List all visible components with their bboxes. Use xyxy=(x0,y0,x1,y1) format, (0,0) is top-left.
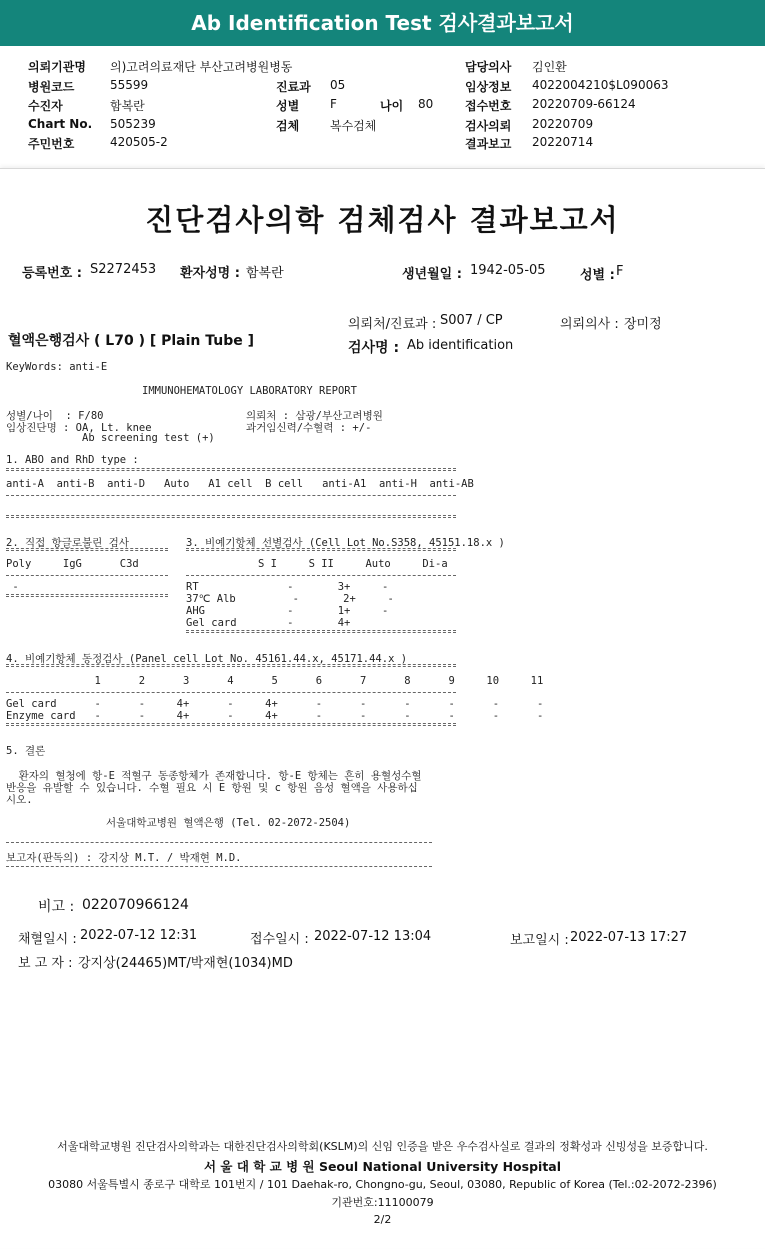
hdr-label-hospital-code: 병원코드 xyxy=(28,80,75,94)
dob-label: 생년월일 : xyxy=(402,267,462,282)
divider xyxy=(6,842,432,843)
blood-bank-line: 서울대학교병원 혈액은행 (Tel. 02-2072-2504) xyxy=(106,817,351,829)
hdr-value-request-date: 20220709 xyxy=(532,117,594,131)
receive-label: 접수일시 : xyxy=(250,932,309,947)
divider xyxy=(6,495,456,496)
remark-label: 비고 : xyxy=(38,899,75,915)
abo-columns: anti-A anti-B anti-D Auto A1 cell B cell anti-A1 anti-H anti-AB xyxy=(6,478,474,490)
divider xyxy=(186,630,456,633)
divider xyxy=(6,594,168,597)
certification-note: 서울대학교병원 진단검사의학과는 대한진단검사의학회(KSLM)의 신임 인증을 받은 우수검사실로 결과의 정확성과 신빙성을 보증합니다. xyxy=(57,1140,708,1153)
dept-label: 의뢰처/진료과 : xyxy=(348,317,437,332)
conclusion-line: 시오. xyxy=(6,794,33,806)
dat-title: 2. 직접 항글로불린 검사 xyxy=(6,537,129,549)
hdr-label-patient: 수진자 xyxy=(28,99,63,113)
dat-value: - xyxy=(6,581,19,593)
divider xyxy=(6,468,456,471)
hdr-label-report-date: 결과보고 xyxy=(465,137,512,151)
hdr-value-report-date: 20220714 xyxy=(532,135,594,149)
hdr-label-department: 진료과 xyxy=(276,80,311,94)
hospital-name: 서 울 대 학 교 병 원 Seoul National University Hospital xyxy=(203,1159,562,1174)
hdr-value-specimen: 복수검체 xyxy=(330,119,377,133)
hdr-label-receipt-no: 접수번호 xyxy=(465,99,512,113)
hdr-label-specimen: 검체 xyxy=(276,119,300,133)
hdr-value-patient: 함복란 xyxy=(110,99,145,113)
hdr-value-institution: 의)고려의료재단 부산고려병원병동 xyxy=(110,60,293,74)
hdr-label-institution: 의뢰기관명 xyxy=(28,60,86,74)
receive-value: 2022-07-12 13:04 xyxy=(314,929,432,944)
panel-title: 4. 비예기항체 동정검사 (Panel cell Lot No. 45161.44.x, 45171.44.x ) xyxy=(6,653,408,665)
sex-value: F xyxy=(616,264,624,279)
test-name-value: Ab identification xyxy=(407,338,514,353)
conclusion-title: 5. 결론 xyxy=(6,745,46,757)
hdr-label-age: 나이 xyxy=(380,99,404,113)
remark-value: 022070966124 xyxy=(82,897,189,913)
screen-columns: S I S II Auto Di-a xyxy=(258,558,448,570)
hdr-value-department: 05 xyxy=(330,78,346,92)
divider xyxy=(6,575,168,576)
divider xyxy=(6,515,456,518)
reporter-mono-line: 보고자(판독의) : 강지상 M.T. / 박재현 M.D. xyxy=(6,852,242,864)
hdr-label-request-date: 검사의뢰 xyxy=(465,119,512,133)
hospital-address: 03080 서울특별시 종로구 대학로 101번지 / 101 Daehak-ro, Chongno-gu, Seoul, 03080, Republic of Korea (Tel.:02-2072-2396) xyxy=(48,1178,717,1191)
collect-value: 2022-07-12 12:31 xyxy=(80,928,198,943)
hdr-label-chart-no: Chart No. xyxy=(28,117,93,131)
reporter-value: 강지상(24465)MT/박재현(1034)MD xyxy=(78,956,293,971)
agency-number: 기관번호:11100079 xyxy=(331,1196,434,1209)
panel-row: Gel card - - 4+ - 4+ - - - - - - xyxy=(6,698,544,710)
screen-row: RT - 3+ - xyxy=(186,581,389,593)
sex-age-line: 성별/나이 : F/80 xyxy=(6,410,104,422)
divider xyxy=(6,664,456,667)
divider xyxy=(6,866,432,867)
divider xyxy=(186,575,456,576)
referral-line: 의뢰처 : 삼광/부산고려병원 xyxy=(246,410,383,422)
conclusion-line: 환자의 혈청에 항-E 적혈구 동종항체가 존재합니다. 항-E 항체는 흔히 용혈성수혈 xyxy=(6,770,422,782)
reporter-label: 보 고 자 : xyxy=(18,956,73,971)
panel-columns: 1 2 3 4 5 6 7 8 9 10 11 xyxy=(6,675,544,687)
divider xyxy=(6,723,456,726)
hdr-value-sex: F xyxy=(330,97,337,111)
screen-row: Gel card - 4+ xyxy=(186,617,351,629)
hdr-value-clinical-info: 4022004210$L090063 xyxy=(532,78,669,92)
panel-row: Enzyme card - - 4+ - 4+ - - - - - - xyxy=(6,710,544,722)
hdr-value-age: 80 xyxy=(418,97,434,111)
sex-label: 성별 : xyxy=(580,268,615,283)
hdr-label-sex: 성별 xyxy=(276,99,300,113)
keywords: KeyWords: anti-E xyxy=(6,361,108,373)
diagnosis-line: 임상진단명 : OA, Lt. knee xyxy=(6,422,152,434)
conclusion-line: 반응을 유발할 수 있습니다. 수혈 필요 시 E 항원 및 c 항원 음성 혈액을 사용하십 xyxy=(6,782,418,794)
abo-title: 1. ABO and RhD type : xyxy=(6,454,139,466)
hdr-label-doctor: 담당의사 xyxy=(465,60,512,74)
lab-report-title: IMMUNOHEMATOLOGY LABORATORY REPORT xyxy=(142,385,357,397)
dept-value: S007 / CP xyxy=(440,313,503,328)
screen-row: AHG - 1+ - xyxy=(186,605,389,617)
patient-name-value: 함복란 xyxy=(246,266,284,281)
reg-no-label: 등록번호 : xyxy=(22,266,82,281)
hdr-value-chart-no: 505239 xyxy=(110,117,156,131)
report-header-title: Ab Identification Test 검사결과보고서 xyxy=(0,0,765,46)
hdr-value-doctor: 김인환 xyxy=(532,60,567,74)
screening-line: Ab screening test (+) xyxy=(82,432,215,444)
report-time-value: 2022-07-13 17:27 xyxy=(570,930,688,945)
report-title: 진단검사의학 검체검사 결과보고서 xyxy=(145,203,620,237)
dat-columns: Poly IgG C3d xyxy=(6,558,139,570)
screen-row: 37℃ Alb - 2+ - xyxy=(186,593,394,605)
hdr-value-receipt-no: 20220709-66124 xyxy=(532,97,636,111)
hdr-label-resident-no: 주민번호 xyxy=(28,137,75,151)
divider xyxy=(6,548,168,551)
test-name-label: 검사명 : xyxy=(348,340,400,356)
divider xyxy=(186,548,456,551)
report-time-label: 보고일시 : xyxy=(510,933,569,948)
divider xyxy=(6,692,456,693)
ordering-doctor-value: 장미정 xyxy=(624,317,662,332)
hdr-value-resident-no: 420505-2 xyxy=(110,135,168,149)
ordering-doctor-label: 의뢰의사 : xyxy=(560,317,619,332)
page-number: 2/2 xyxy=(373,1213,392,1226)
section-title: 혈액은행검사 ( L70 ) [ Plain Tube ] xyxy=(8,333,255,349)
dob-value: 1942-05-05 xyxy=(470,263,546,278)
collect-label: 채혈일시 : xyxy=(18,932,77,947)
reg-no-value: S2272453 xyxy=(90,262,157,277)
screen-title: 3. 비예기항체 선별검사 (Cell Lot No.S358, 45151.18.x ) xyxy=(186,537,505,549)
patient-name-label: 환자성명 : xyxy=(180,266,240,281)
hdr-value-hospital-code: 55599 xyxy=(110,78,149,92)
hdr-label-clinical-info: 임상정보 xyxy=(465,80,512,94)
history-line: 과거임신력/수혈력 : +/- xyxy=(246,422,372,434)
